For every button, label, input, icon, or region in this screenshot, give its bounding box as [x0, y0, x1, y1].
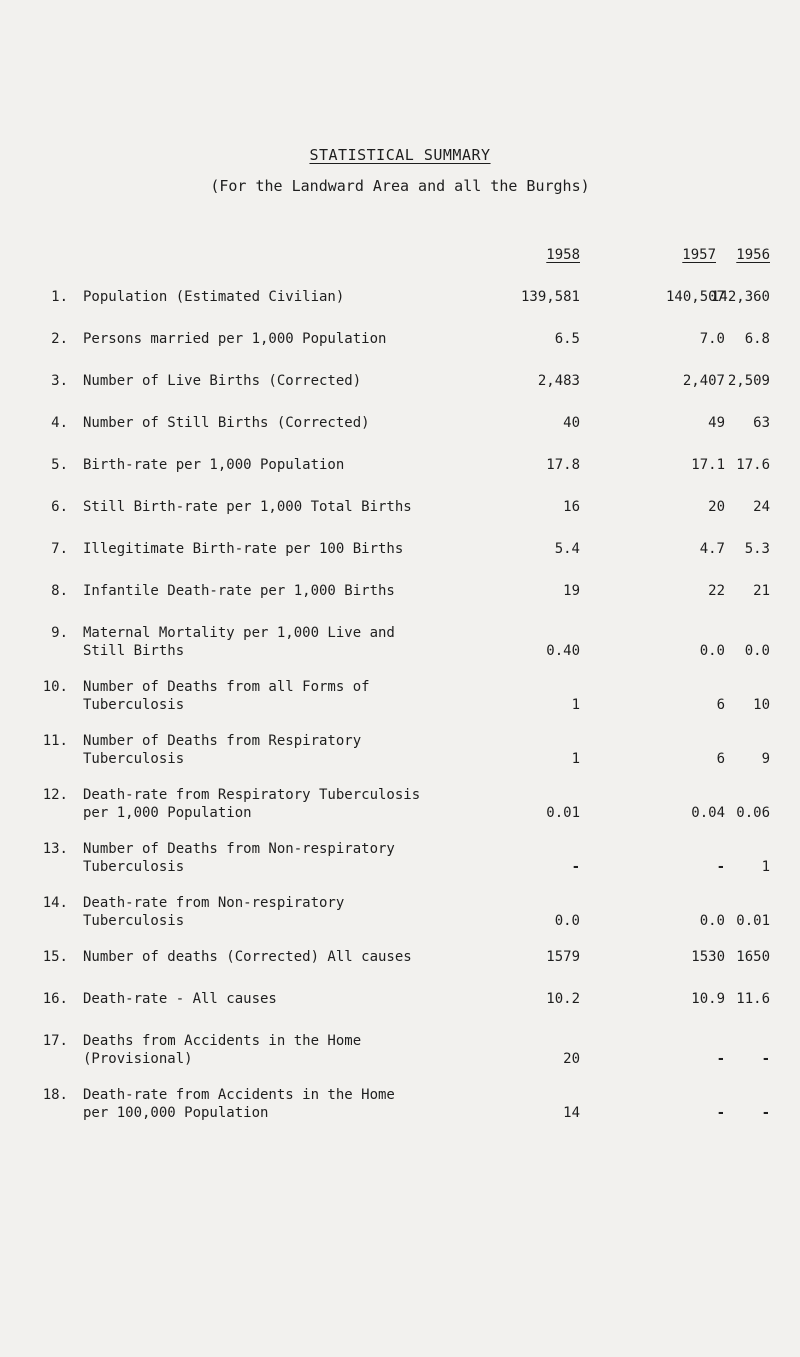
row-value-1957: - — [716, 1105, 725, 1121]
row-label: Number of deaths (Corrected) All causes — [83, 949, 412, 965]
row-value-1957: 6 — [716, 697, 725, 713]
year-header-1: 1958 — [546, 247, 580, 263]
row-value-1957: 2,407 — [682, 373, 725, 389]
row-value-1956: 63 — [753, 415, 770, 431]
row-number: 17. — [42, 1033, 68, 1049]
row-value-1958: 6.5 — [554, 331, 580, 347]
row-value-1958: 14 — [563, 1105, 580, 1121]
row-number: 18. — [42, 1087, 68, 1103]
row-value-1956: 1650 — [736, 949, 770, 965]
row-label: Infantile Death-rate per 1,000 Births — [83, 583, 395, 599]
row-value-1958: 20 — [563, 1051, 580, 1067]
row-label: Number of Still Births (Corrected) — [83, 415, 370, 431]
row-number: 6. — [51, 499, 68, 515]
row-value-1957: 4.7 — [699, 541, 725, 557]
row-label: Still Birth-rate per 1,000 Total Births — [83, 499, 412, 515]
row-value-1958: 0.40 — [546, 643, 580, 659]
row-value-1957: - — [716, 859, 725, 875]
row-value-1958: 16 — [563, 499, 580, 515]
row-value-1958: 139,581 — [520, 289, 580, 305]
row-value-1956: 0.0 — [744, 643, 770, 659]
row-number: 7. — [51, 541, 68, 557]
row-value-1957: 10.9 — [691, 991, 725, 1007]
row-value-1956: 0.06 — [736, 805, 770, 821]
row-value-1957: 1530 — [691, 949, 725, 965]
row-value-1958: 40 — [563, 415, 580, 431]
row-value-1958: 17.8 — [546, 457, 580, 473]
row-number: 12. — [42, 787, 68, 803]
row-label: Deaths from Accidents in the Home (Provisional) — [83, 1033, 362, 1067]
row-value-1957: 7.0 — [699, 331, 725, 347]
row-number: 2. — [51, 331, 68, 347]
year-header-3: 1956 — [736, 247, 770, 263]
row-label: Persons married per 1,000 Population — [83, 331, 387, 347]
row-value-1958: 0.01 — [546, 805, 580, 821]
row-value-1958: 10.2 — [546, 991, 580, 1007]
row-number: 1. — [51, 289, 68, 305]
row-value-1958: 0.0 — [554, 913, 580, 929]
row-value-1956: 142,360 — [710, 289, 770, 305]
row-label: Number of Live Births (Corrected) — [83, 373, 362, 389]
document-subtitle: (For the Landward Area and all the Burghs) — [210, 177, 590, 195]
row-value-1956: 10 — [753, 697, 770, 713]
row-value-1956: 24 — [753, 499, 770, 515]
row-value-1956: 1 — [761, 859, 770, 875]
row-value-1956: 5.3 — [744, 541, 770, 557]
row-value-1958: 5.4 — [554, 541, 580, 557]
row-value-1958: 1 — [571, 751, 580, 767]
row-value-1957: 17.1 — [691, 457, 725, 473]
row-number: 14. — [42, 895, 68, 911]
row-value-1958: 1 — [571, 697, 580, 713]
row-value-1956: 9 — [761, 751, 770, 767]
row-number: 10. — [42, 679, 68, 695]
row-value-1956: - — [761, 1051, 770, 1067]
row-number: 11. — [42, 733, 68, 749]
row-number: 13. — [42, 841, 68, 857]
row-number: 5. — [51, 457, 68, 473]
row-value-1956: 17.6 — [736, 457, 770, 473]
row-value-1957: 6 — [716, 751, 725, 767]
row-label: Death-rate from Accidents in the Home per 100,000 Population — [83, 1087, 395, 1121]
row-value-1956: 6.8 — [744, 331, 770, 347]
row-label: Death-rate - All causes — [83, 991, 277, 1007]
row-value-1956: 2,509 — [727, 373, 770, 389]
row-value-1956: 0.01 — [736, 913, 770, 929]
row-label: Maternal Mortality per 1,000 Live and Still Births — [83, 625, 395, 659]
row-value-1957: 0.04 — [691, 805, 725, 821]
row-value-1958: 19 — [563, 583, 580, 599]
document-title: STATISTICAL SUMMARY — [309, 146, 491, 164]
row-value-1957: 49 — [708, 415, 725, 431]
row-value-1956: 21 — [753, 583, 770, 599]
row-number: 16. — [42, 991, 68, 1007]
row-label: Number of Deaths from all Forms of Tuberculosis — [83, 679, 370, 713]
row-value-1956: 11.6 — [736, 991, 770, 1007]
row-number: 8. — [51, 583, 68, 599]
row-label: Population (Estimated Civilian) — [83, 289, 345, 305]
row-label: Birth-rate per 1,000 Population — [83, 457, 345, 473]
row-value-1957: 0.0 — [699, 643, 725, 659]
year-header-2: 1957 — [682, 247, 716, 263]
row-label: Death-rate from Respiratory Tuberculosis per 1,000 Population — [83, 787, 421, 821]
row-value-1957: - — [716, 1051, 725, 1067]
row-value-1958: 2,483 — [537, 373, 580, 389]
row-number: 9. — [51, 625, 68, 641]
row-label: Illegitimate Birth-rate per 100 Births — [83, 541, 404, 557]
row-label: Death-rate from Non-respiratory Tuberculosis — [83, 895, 345, 929]
row-label: Number of Deaths from Non-respiratory Tuberculosis — [83, 841, 395, 875]
row-number: 3. — [51, 373, 68, 389]
row-value-1957: 20 — [708, 499, 725, 515]
row-value-1956: - — [761, 1105, 770, 1121]
row-value-1957: 22 — [708, 583, 725, 599]
row-value-1958: 1579 — [546, 949, 580, 965]
row-value-1957: 140,507 — [665, 289, 725, 305]
row-label: Number of Deaths from Respiratory Tuberculosis — [83, 733, 362, 767]
row-number: 15. — [42, 949, 68, 965]
row-value-1958: - — [571, 859, 580, 875]
row-value-1957: 0.0 — [699, 913, 725, 929]
row-number: 4. — [51, 415, 68, 431]
